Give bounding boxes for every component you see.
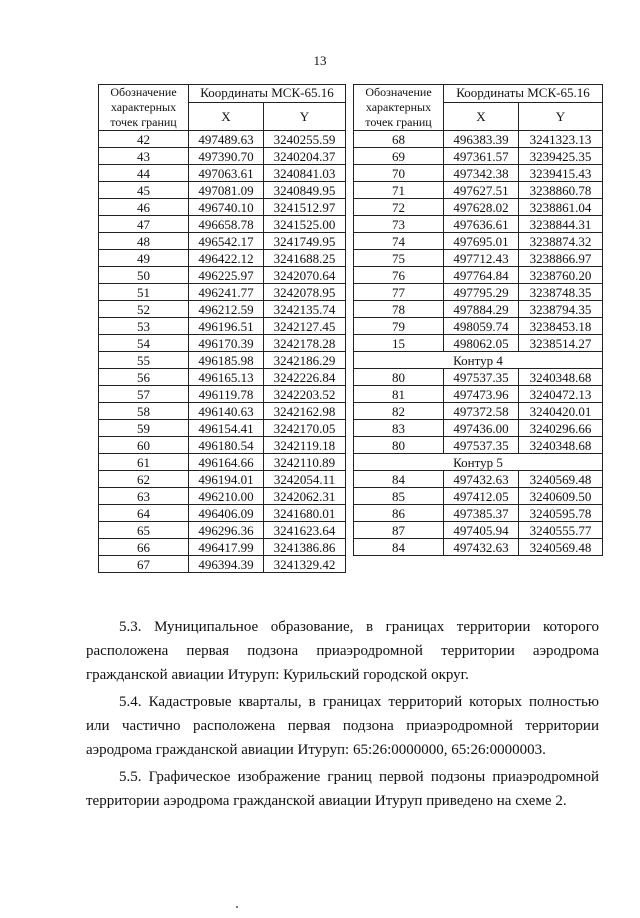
table-row: 84 497432.63 3240569.48 [354, 539, 603, 556]
table-row: 51 496241.77 3242078.95 [99, 284, 346, 301]
table-row: 80 497537.35 3240348.68 [354, 437, 603, 454]
header-x: X [444, 102, 519, 130]
table-row: 75 497712.43 3238866.97 [354, 250, 603, 267]
header-y: Y [519, 102, 603, 130]
table-row: 73 497636.61 3238844.31 [354, 216, 603, 233]
table-row: 70 497342.38 3239415.43 [354, 165, 603, 182]
table-row: 60 496180.54 3242119.18 [99, 437, 346, 454]
table-row: 87 497405.94 3240555.77 [354, 522, 603, 539]
table-row: 54 496170.39 3242178.28 [99, 335, 346, 352]
page-number: 13 [313, 53, 327, 68]
contour-5-row [354, 454, 603, 471]
table-row: 43 497390.70 3240204.37 [99, 148, 346, 165]
table-row: 50 496225.97 3242070.64 [99, 267, 346, 284]
table-row: 86 497385.37 3240595.78 [354, 505, 603, 522]
table-row: 59 496154.41 3242170.05 [99, 420, 346, 437]
header-designation: Обозначение характерных точек границ [99, 85, 189, 131]
table-row: 76 497764.84 3238760.20 [354, 267, 603, 284]
table-row: 83 497436.00 3240296.66 [354, 420, 603, 437]
table-row: 47 496658.78 3241525.00 [99, 216, 346, 233]
table-row: 72 497628.02 3238861.04 [354, 199, 603, 216]
table-row: 67 496394.39 3241329.42 [99, 556, 346, 573]
table-body-left [99, 131, 346, 573]
table-row: 71 497627.51 3238860.78 [354, 182, 603, 199]
table-row: 61 496164.66 3242110.89 [99, 454, 346, 471]
table-body-right [354, 131, 603, 573]
table-row: 49 496422.12 3241688.25 [99, 250, 346, 267]
table-row: 68 496383.39 3241323.13 [354, 131, 603, 148]
table-row: 45 497081.09 3240849.95 [99, 182, 346, 199]
table-row: 65 496296.36 3241623.64 [99, 522, 346, 539]
table-row: 44 497063.61 3240841.03 [99, 165, 346, 182]
contour-5-label: Контур 5 [354, 454, 603, 471]
table-row: 52 496212.59 3242135.74 [99, 301, 346, 318]
header-y: Y [264, 102, 346, 130]
table-row: 69 497361.57 3239425.35 [354, 148, 603, 165]
table-row: 81 497473.96 3240472.13 [354, 386, 603, 403]
table-row: 80 497537.35 3240348.68 [354, 369, 603, 386]
table-row: 48 496542.17 3241749.95 [99, 233, 346, 250]
table-row: 82 497372.58 3240420.01 [354, 403, 603, 420]
table-row: 53 496196.51 3242127.45 [99, 318, 346, 335]
table-row-blank [354, 556, 603, 573]
table-row: 66 496417.99 3241386.86 [99, 539, 346, 556]
table-row: 46 496740.10 3241512.97 [99, 199, 346, 216]
table-row: 78 497884.29 3238794.35 [354, 301, 603, 318]
table-row: 58 496140.63 3242162.98 [99, 403, 346, 420]
contour-4-label: Контур 4 [354, 352, 603, 369]
table-row: 55 496185.98 3242186.29 [99, 352, 346, 369]
coordinates-table-right [353, 84, 603, 572]
table-row: 79 498059.74 3238453.18 [354, 318, 603, 335]
table-row: 64 496406.09 3241680.01 [99, 505, 346, 522]
table-row: 56 496165.13 3242226.84 [99, 369, 346, 386]
table-row: 62 496194.01 3242054.11 [99, 471, 346, 488]
table-row: 85 497412.05 3240609.50 [354, 488, 603, 505]
scan-dot [236, 906, 238, 908]
table-row: 63 496210.00 3242062.31 [99, 488, 346, 505]
table-row: 77 497795.29 3238748.35 [354, 284, 603, 301]
coordinates-table-left [98, 84, 346, 573]
table-row: 74 497695.01 3238874.32 [354, 233, 603, 250]
table-row: 84 497432.63 3240569.48 [354, 471, 603, 488]
contour-4-row [354, 352, 603, 369]
header-x: X [189, 102, 264, 130]
table-row: 42 497489.63 3240255.59 [99, 131, 346, 148]
header-coordinates: Координаты МСК-65.16 [444, 85, 603, 103]
table-row: 57 496119.78 3242203.52 [99, 386, 346, 403]
paragraph-5-5: 5.5. Графическое изображение границ первой подзоны приаэродромной территории аэродрома гражданской авиации Итуруп приведено на схеме 2. [86, 769, 599, 809]
header-designation: Обозначение характерных точек границ [354, 85, 444, 131]
table-row: 15 498062.05 3238514.27 [354, 335, 603, 352]
paragraph-5-3: 5.3. Муниципальное образование, в границах территории которого расположена первая подзона приаэродромной территории аэродрома гражданской авиации Итуруп: Курильский городской округ. [86, 619, 599, 683]
paragraph-5-4: 5.4. Кадастровые кварталы, в границах территорий которых полностью или частично расположена первая подзона приаэродромной территории аэродрома гражданской авиации Итуруп: 65:26:0000000, 65:26:0000003. [86, 694, 599, 758]
header-coordinates: Координаты МСК-65.16 [189, 85, 346, 103]
